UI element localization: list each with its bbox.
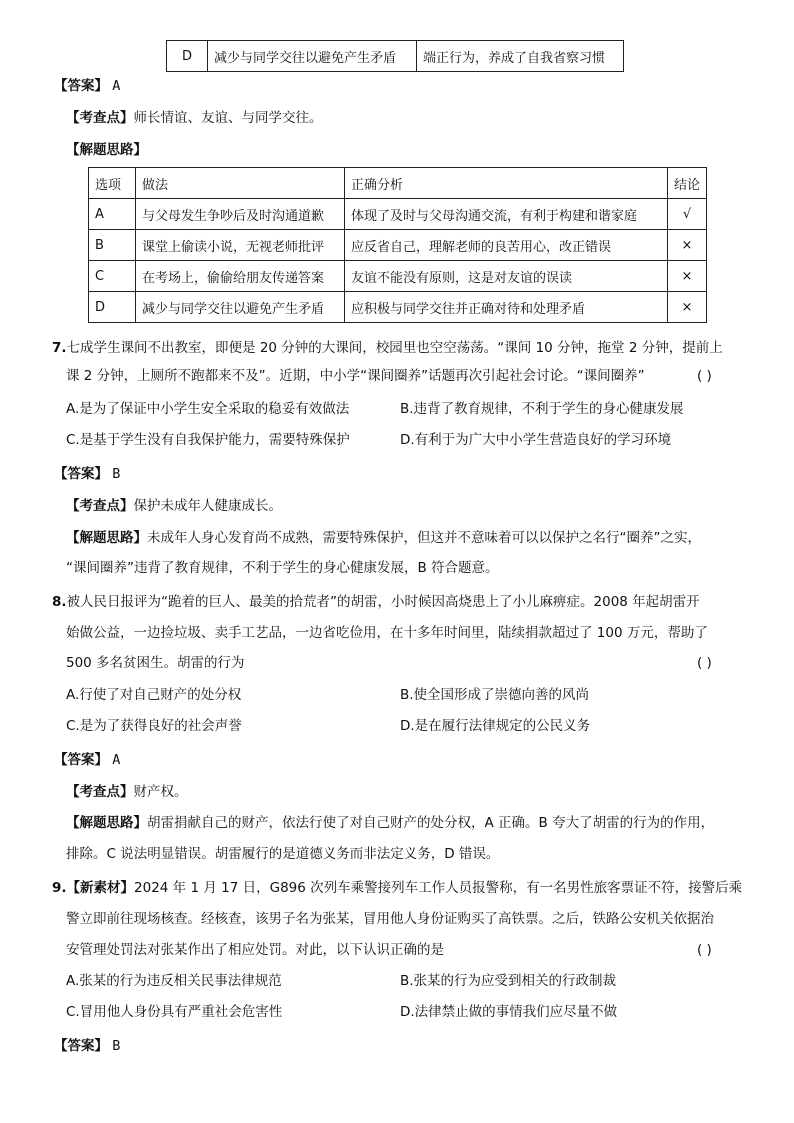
q8-idea-line2: 排除。C 说法明显错误。胡雷履行的是道德义务而非法定义务，D 错误。 <box>66 846 500 862</box>
table-cell: 应反省自己，理解老师的良苦用心，改正错误 <box>345 230 668 261</box>
q7-option-d[interactable]: D.有利于为广大中小学生营造良好的学习环境 <box>400 432 672 448</box>
q9-option-c[interactable]: C.冒用他人身份具有严重社会危害性 <box>66 1004 283 1020</box>
q9-answer-bracket[interactable]: ( ) <box>697 942 712 958</box>
q8-point: 【考查点】财产权。 <box>66 784 188 800</box>
table-cell: √ <box>668 199 707 230</box>
table-cell: B <box>89 230 136 261</box>
q8-option-a[interactable]: A.行使了对自己财产的处分权 <box>66 687 242 703</box>
q9-stem-line2: 警立即前往现场核查。经核查，该男子名为张某，冒用他人身份证购买了高铁票。之后，铁路公安机关依据治 <box>66 911 714 927</box>
table-cell: 应积极与同学交往并正确对待和处理矛盾 <box>345 292 668 323</box>
q7-idea: 【解题思路】未成年人身心发育尚不成熟，需要特殊保护，但这并不意味着可以以保护之名行“圈养”之实， <box>66 530 701 546</box>
q8-stem-line1: 8.被人民日报评为“跪着的巨人、最美的拾荒者”的胡雷，小时候因高烧患上了小儿麻痹症。2008 年起胡雷开 <box>52 594 700 610</box>
table-cell: C <box>89 261 136 292</box>
table-row <box>167 41 624 72</box>
table-cell: 减少与同学交往以避免产生矛盾 <box>136 292 345 323</box>
table-row <box>89 199 707 230</box>
table-header-row <box>89 168 707 199</box>
table-cell: 减少与同学交往以避免产生矛盾 <box>208 41 417 72</box>
q6-point: 【考查点】师长情谊、友谊、与同学交往。 <box>66 110 323 126</box>
q7-point: 【考查点】保护未成年人健康成长。 <box>66 498 282 514</box>
q9-option-b[interactable]: B.张某的行为应受到相关的行政制裁 <box>400 973 617 989</box>
table-header: 结论 <box>668 168 707 199</box>
q6-answer: 【答案】 A <box>54 78 121 94</box>
table-cell: A <box>89 199 136 230</box>
table-header: 正确分析 <box>345 168 668 199</box>
table-row <box>89 261 707 292</box>
q6-idea-label: 【解题思路】 <box>66 142 147 158</box>
table-row <box>89 230 707 261</box>
q7-option-a[interactable]: A.是为了保证中小学生安全采取的稳妥有效做法 <box>66 401 350 417</box>
table-cell: × <box>668 292 707 323</box>
top-table <box>166 40 624 72</box>
q9-option-d[interactable]: D.法律禁止做的事情我们应尽量不做 <box>400 1004 618 1020</box>
table-row <box>89 292 707 323</box>
table-cell: 端正行为，养成了自我省察习惯 <box>417 41 624 72</box>
table-header: 做法 <box>136 168 345 199</box>
table-cell: D <box>167 41 208 72</box>
q6-analysis-table <box>88 167 707 323</box>
table-cell: × <box>668 230 707 261</box>
q7-option-c[interactable]: C.是基于学生没有自我保护能力，需要特殊保护 <box>66 432 350 448</box>
q8-option-b[interactable]: B.使全国形成了崇德向善的风尚 <box>400 687 590 703</box>
q8-stem-line3: 500 多名贫困生。胡雷的行为 <box>66 655 245 671</box>
q8-option-d[interactable]: D.是在履行法律规定的公民义务 <box>400 718 591 734</box>
q7-option-b[interactable]: B.违背了教育规律，不利于学生的身心健康发展 <box>400 401 684 417</box>
q8-stem-line2: 始做公益，一边捡垃圾、卖手工艺品，一边省吃俭用，在十多年时间里，陆续捐款超过了 100 万元，帮助了 <box>66 625 708 641</box>
table-cell: D <box>89 292 136 323</box>
table-cell: 在考场上，偷偷给朋友传递答案 <box>136 261 345 292</box>
q8-idea: 【解题思路】胡雷捐献自己的财产，依法行使了对自己财产的处分权，A 正确。B 夸大了胡雷的行为的作用， <box>66 815 715 831</box>
q8-option-c[interactable]: C.是为了获得良好的社会声誉 <box>66 718 242 734</box>
table-cell: × <box>668 261 707 292</box>
table-cell: 体现了及时与父母沟通交流，有利于构建和谐家庭 <box>345 199 668 230</box>
q7-stem-line2: 课 2 分钟，上厕所不跑都来不及”。近期，中小学“课间圈养”话题再次引起社会讨论。“课间圈养” <box>66 368 645 384</box>
q7-idea-line2: “课间圈养”违背了教育规律，不利于学生的身心健康发展，B 符合题意。 <box>66 560 499 576</box>
q7-answer-bracket[interactable]: ( ) <box>697 368 712 384</box>
q8-answer: 【答案】 A <box>54 752 121 768</box>
table-header: 选项 <box>89 168 136 199</box>
q8-answer-bracket[interactable]: ( ) <box>697 655 712 671</box>
q7-stem-line1: 7.七成学生课间不出教室，即便是 20 分钟的大课间，校园里也空空荡荡。“课间 10 分钟，拖堂 2 分钟，提前上 <box>52 340 723 356</box>
q9-option-a[interactable]: A.张某的行为违反相关民事法律规范 <box>66 973 282 989</box>
table-cell: 友谊不能没有原则，这是对友谊的误读 <box>345 261 668 292</box>
table-cell: 与父母发生争吵后及时沟通道歉 <box>136 199 345 230</box>
table-cell: 课堂上偷读小说，无视老师批评 <box>136 230 345 261</box>
q7-answer: 【答案】 B <box>54 466 121 482</box>
q9-stem-line3: 安管理处罚法对张某作出了相应处罚。对此，以下认识正确的是 <box>66 942 444 958</box>
q9-stem-line1: 9.【新素材】2024 年 1 月 17 日，G896 次列车乘警接列车工作人员报警称，有一名男性旅客票证不符，接警后乘 <box>52 880 743 896</box>
q9-answer: 【答案】 B <box>54 1038 121 1054</box>
